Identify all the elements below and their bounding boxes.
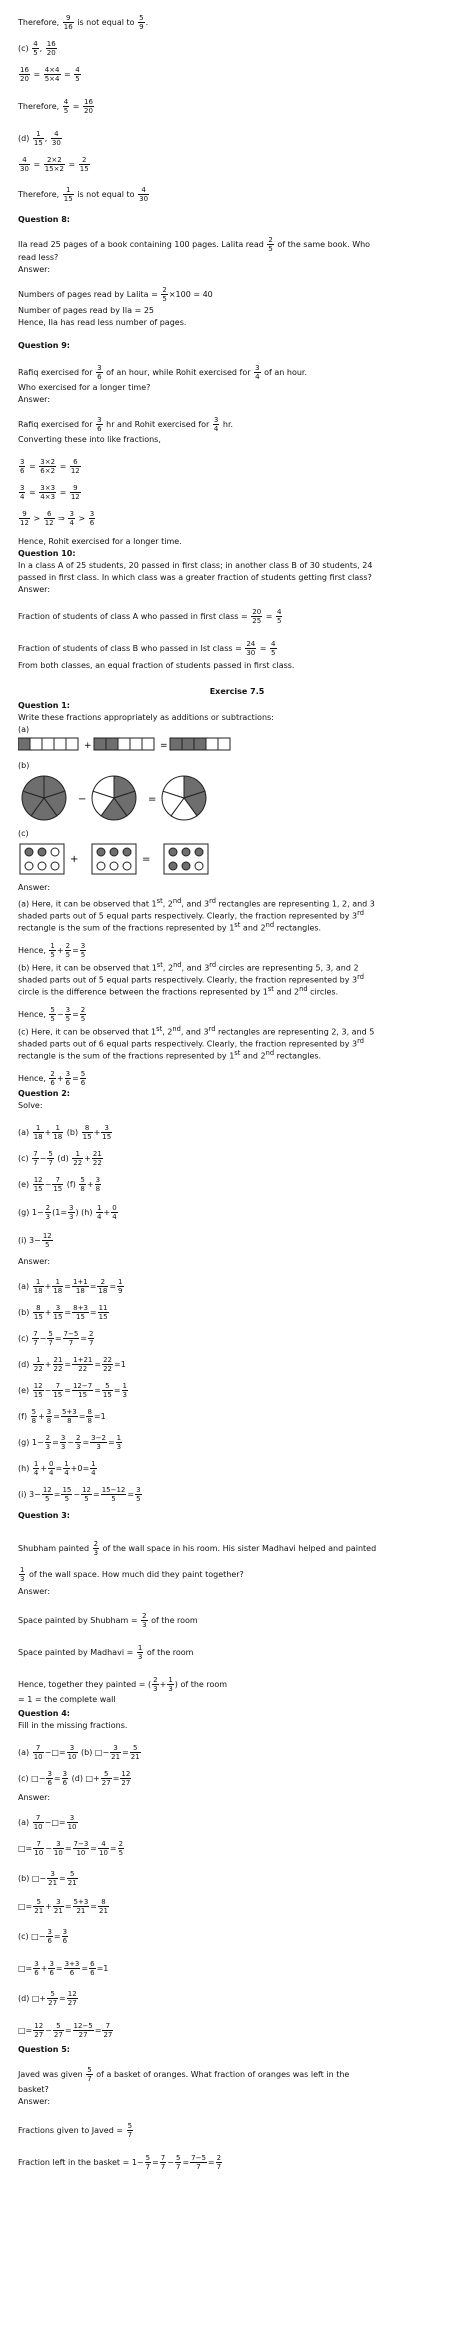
dot: [97, 862, 105, 870]
text-line: (e) $\frac{12}{15}$ − $\frac{7}{15}$ (f) $\frac{5}{8}$ + $\frac{3}{8}$: [18, 1176, 101, 1193]
text-line: Answer:: [18, 883, 51, 892]
text-line: Hence, Rohit exercised for a longer time.: [18, 537, 182, 546]
text-line: $\frac{9}{12}$ > $\frac{6}{12}$ ⇒ $\frac{3}{4}$ > $\frac{3}{6}$: [20, 510, 95, 527]
text-line: passed in first class. In which class was a greater fraction of students getting first class?: [18, 573, 372, 582]
heading: Question 2:: [18, 1089, 70, 1098]
pie-circle-3: [162, 776, 206, 820]
text-line: Answer:: [18, 1257, 51, 1266]
text-line: □= $\frac{7}{10}$ − $\frac{3}{10}$ = $\frac{7-3}{10}$ = $\frac{4}{10}$ = $\frac{2}{5}$: [18, 1840, 124, 1857]
pie-circle-1: [22, 776, 66, 820]
text-line: (b): [18, 761, 30, 770]
text-line: Solve:: [18, 1101, 43, 1110]
dot: [195, 848, 203, 856]
figure-b-circles: [18, 770, 218, 826]
text-line: Answer:: [18, 1587, 51, 1596]
figure-c-op1: +: [70, 854, 79, 865]
dot: [51, 862, 59, 870]
dot: [169, 848, 177, 856]
heading: Question 4:: [18, 1709, 70, 1718]
text-line: (c) $\frac{7}{7}$ − $\frac{5}{7}$ (d) $\frac{1}{22}$ + $\frac{21}{22}$: [18, 1150, 102, 1167]
text-line: Javed was given $\frac{5}{7}$ of a basket of oranges. What fraction of oranges was left in the: [18, 2066, 350, 2083]
figure-a-op2: =: [160, 741, 168, 751]
text-line: (c) □− $\frac{3}{6}$ = $\frac{3}{6}$ (d) □+ $\frac{5}{27}$ = $\frac{12}{27}$: [18, 1770, 131, 1787]
text-line: From both classes, an equal fraction of students passed in first class.: [18, 661, 295, 670]
text-line: Shubham painted $\frac{2}{3}$ of the wall space in his room. His sister Madhavi helped and painted: [18, 1540, 377, 1557]
text-line: (i) 3− $\frac{12}{5}$: [18, 1232, 52, 1249]
text-line: (d) □+ $\frac{5}{27}$ = $\frac{12}{27}$: [18, 1990, 77, 2007]
text-line: $\frac{4}{30}$ = $\frac{2\times 2}{15\times 2}$ = $\frac{2}{15}$: [20, 156, 89, 173]
text-line: $\frac{3}{4}$ = $\frac{3\times 3}{4\times 3}$ = $\frac{9}{12}$: [20, 484, 80, 501]
text-line: Hence, Ila has read less number of pages.: [18, 318, 187, 327]
text-line: □= $\frac{12}{27}$ − $\frac{5}{27}$ = $\frac{12-5}{27}$ = $\frac{7}{27}$: [18, 2022, 113, 2039]
text-line: Fractions given to Javed = $\frac{5}{7}$: [18, 2122, 133, 2139]
text-line: Rafiq exercised for $\frac{3}{6}$ hr and Rohit exercised for $\frac{3}{4}$ hr.: [18, 416, 234, 433]
figure-b-op2: =: [148, 794, 157, 805]
dot-box-2: [92, 844, 136, 874]
text-line: Fraction left in the basket = 1− $\frac{5}{7}$ = $\frac{7}{7}$ − $\frac{5}{7}$ = $\frac{7-5}{7}$ = $\frac{2}{7}$: [18, 2154, 222, 2171]
text-line: $\frac{3}{6}$ = $\frac{3\times 2}{6\times 2}$ = $\frac{6}{12}$: [20, 458, 80, 475]
text-line: (b) □− $\frac{3}{21}$ = $\frac{5}{21}$: [18, 1870, 77, 1887]
text-line: Answer:: [18, 2097, 51, 2106]
heading: Question 3:: [18, 1511, 70, 1520]
text-line: (i) 3− $\frac{12}{5}$ = $\frac{15}{5}$ − $\frac{12}{5}$ = $\frac{15-12}{5}$ = $\frac{3}{5}$: [18, 1486, 141, 1503]
text-line: Answer:: [18, 1793, 51, 1802]
text-line: (c) $\frac{7}{7}$ − $\frac{5}{7}$ = $\frac{7-5}{7}$ = $\frac{2}{7}$: [18, 1330, 94, 1347]
rect-strip-1: [18, 738, 78, 750]
text-line: Therefore, $\frac{4}{5}$ = $\frac{16}{20}$: [18, 98, 93, 115]
text-line: $\frac{1}{3}$ of the wall space. How much did they paint together?: [20, 1566, 244, 1583]
text-line: rectangle is the sum of the fractions represented by 1st and 2nd rectangles.: [18, 921, 322, 933]
dot: [123, 862, 131, 870]
dot: [169, 862, 177, 870]
text-line: Fraction of students of class B who passed in Ist class = $\frac{24}{30}$ = $\frac{4}{5}$: [18, 640, 276, 657]
text-line: (d) $\frac{1}{15}$ , $\frac{4}{30}$: [18, 130, 61, 147]
text-line: Hence, $\frac{5}{5}$ − $\frac{3}{5}$ = $\frac{2}{5}$: [18, 1006, 86, 1023]
text-line: (d) $\frac{1}{22}$ + $\frac{21}{22}$ = $\frac{1+21}{22}$ = $\frac{22}{22}$ =1: [18, 1356, 126, 1373]
text-line: (a) Here, it can be observed that 1st, 2nd, and 3rd rectangles are representing 1, 2, and 3: [18, 897, 375, 909]
dot: [25, 848, 33, 856]
text-line: Ila read 25 pages of a book containing 100 pages. Lalita read $\frac{2}{5}$ of the same book. Who: [18, 236, 371, 253]
heading: Question 9:: [18, 341, 70, 350]
dot: [38, 862, 46, 870]
text-line: Therefore, $\frac{9}{16}$ is not equal to $\frac{5}{9}$ .: [18, 14, 149, 31]
text-line: rectangle is the sum of the fractions represented by 1st and 2nd rectangles.: [18, 1049, 322, 1061]
text-line: Fraction of students of class A who passed in first class = $\frac{20}{25}$ = $\frac{4}{5}$: [18, 608, 282, 625]
dot: [195, 862, 203, 870]
figure-a-op1: +: [84, 741, 92, 751]
text-line: (c) Here, it can be observed that 1st, 2nd, and 3rd rectangles are representing 2, 3, and 5: [18, 1025, 375, 1037]
text-line: Numbers of pages read by Lalita = $\frac{2}{5}$ ×100 = 40: [18, 286, 213, 303]
text-line: Number of pages read by Ila = 25: [18, 306, 154, 315]
text-line: shaded parts out of 5 equal parts respectively. Clearly, the fraction represented by 3rd: [18, 973, 364, 985]
figure-a-rectangles: [18, 734, 238, 756]
text-line: □= $\frac{5}{21}$ + $\frac{3}{21}$ = $\frac{5+3}{21}$ = $\frac{8}{21}$: [18, 1898, 108, 1915]
text-line: Fill in the missing fractions.: [18, 1721, 128, 1730]
text-line: (a) $\frac{7}{10}$ −□= $\frac{3}{10}$: [18, 1814, 77, 1831]
dot: [25, 862, 33, 870]
text-line: Rafiq exercised for $\frac{3}{6}$ of an hour, while Rohit exercised for $\frac{3}{4}$ of an hour.: [18, 364, 308, 381]
dot: [51, 848, 59, 856]
text-line: Space painted by Madhavi = $\frac{1}{3}$ of the room: [18, 1644, 194, 1661]
text-line: (a) $\frac{7}{10}$ −□= $\frac{3}{10}$ (b) □− $\frac{3}{21}$ = $\frac{5}{21}$: [18, 1744, 140, 1761]
text-line: (b) $\frac{8}{15}$ + $\frac{3}{15}$ = $\frac{8+3}{15}$ = $\frac{11}{15}$: [18, 1304, 108, 1321]
heading: Exercise 7.5: [209, 687, 265, 696]
figure-c-op2: =: [142, 854, 151, 865]
rect-strip-3: [170, 738, 230, 750]
text-line: read less?: [18, 253, 59, 262]
dot: [97, 848, 105, 856]
dot-box-1: [20, 844, 64, 874]
text-line: Answer:: [18, 265, 51, 274]
text-line: (f) $\frac{5}{8}$ + $\frac{3}{8}$ = $\frac{5+3}{8}$ = $\frac{8}{8}$ =1: [18, 1408, 106, 1425]
text-line: Answer:: [18, 395, 51, 404]
text-line: Converting these into like fractions,: [18, 435, 161, 444]
heading: Question 5:: [18, 2045, 70, 2054]
figure-b-op1: −: [78, 794, 87, 805]
text-line: (a): [18, 725, 30, 734]
dot: [38, 848, 46, 856]
text-line: $\frac{16}{20}$ = $\frac{4\times 4}{5\times 4}$ = $\frac{4}{5}$: [20, 66, 80, 83]
text-line: (c): [18, 829, 29, 838]
heading: Question 1:: [18, 701, 70, 710]
text-line: (e) $\frac{12}{15}$ − $\frac{7}{15}$ = $\frac{12-7}{15}$ = $\frac{5}{15}$ = $\frac{1}{3}$: [18, 1382, 127, 1399]
rect-strip-2: [94, 738, 154, 750]
figure-c-dot-boxes: [18, 842, 218, 876]
heading: Question 8:: [18, 215, 70, 224]
dot: [123, 848, 131, 856]
text-line: = 1 = the complete wall: [18, 1695, 116, 1704]
text-line: Hence, together they painted = ( $\frac{2}{3}$ + $\frac{1}{3}$ ) of the room: [18, 1676, 228, 1693]
text-line: □= $\frac{3}{6}$ + $\frac{3}{6}$ = $\frac{3+3}{6}$ = $\frac{6}{6}$ =1: [18, 1960, 109, 1977]
heading: Question 10:: [18, 549, 76, 558]
text-line: (b) Here, it can be observed that 1st, 2nd, and 3rd circles are representing 5, 3, and 2: [18, 961, 359, 973]
pie-circle-2: [92, 776, 136, 820]
text-line: Answer:: [18, 585, 51, 594]
text-line: Hence, $\frac{1}{5}$ + $\frac{2}{5}$ = $\frac{3}{5}$: [18, 942, 86, 959]
dot: [182, 848, 190, 856]
text-line: (a) $\frac{1}{18}$ + $\frac{1}{18}$ = $\frac{1+1}{18}$ = $\frac{2}{18}$ = $\frac{1}{9}$: [18, 1278, 123, 1295]
dot-box-3: [164, 844, 208, 874]
text-line: (c) $\frac{4}{5}$ , $\frac{16}{20}$: [18, 40, 56, 57]
text-line: (g) 1− $\frac{2}{3}$ (1= $\frac{3}{3}$ ) (h) $\frac{1}{4}$ + $\frac{0}{4}$: [18, 1204, 117, 1221]
text-line: Therefore, $\frac{1}{15}$ is not equal to $\frac{4}{30}$: [18, 186, 149, 203]
text-line: (c) □− $\frac{3}{6}$ = $\frac{3}{6}$: [18, 1928, 68, 1945]
dot: [110, 862, 118, 870]
text-line: circle is the difference between the fractions represented by 1st and 2nd circles.: [18, 985, 339, 997]
dot: [110, 848, 118, 856]
text-line: Space painted by Shubham = $\frac{2}{3}$ of the room: [18, 1612, 198, 1629]
dot: [182, 862, 190, 870]
text-line: Who exercised for a longer time?: [18, 383, 151, 392]
text-line: shaded parts out of 5 equal parts respectively. Clearly, the fraction represented by 3rd: [18, 909, 364, 921]
text-line: (a) $\frac{1}{18}$ + $\frac{1}{18}$ (b) $\frac{8}{15}$ + $\frac{3}{15}$: [18, 1124, 112, 1141]
text-line: In a class A of 25 students, 20 passed in first class; in another class B of 30 students, 24: [18, 561, 373, 570]
text-line: Write these fractions appropriately as additions or subtractions:: [18, 713, 274, 722]
text-line: basket?: [18, 2085, 49, 2094]
text-line: (g) 1− $\frac{2}{3}$ = $\frac{3}{3}$ − $\frac{2}{3}$ = $\frac{3-2}{3}$ = $\frac{1}{3}$: [18, 1434, 122, 1451]
text-line: (h) $\frac{1}{4}$ + $\frac{0}{4}$ = $\frac{1}{4}$ +0= $\frac{1}{4}$: [18, 1460, 96, 1477]
text-line: Hence, $\frac{2}{6}$ + $\frac{3}{6}$ = $\frac{5}{6}$: [18, 1070, 86, 1087]
text-line: shaded parts out of 6 equal parts respectively. Clearly, the fraction represented by 3rd: [18, 1037, 364, 1049]
